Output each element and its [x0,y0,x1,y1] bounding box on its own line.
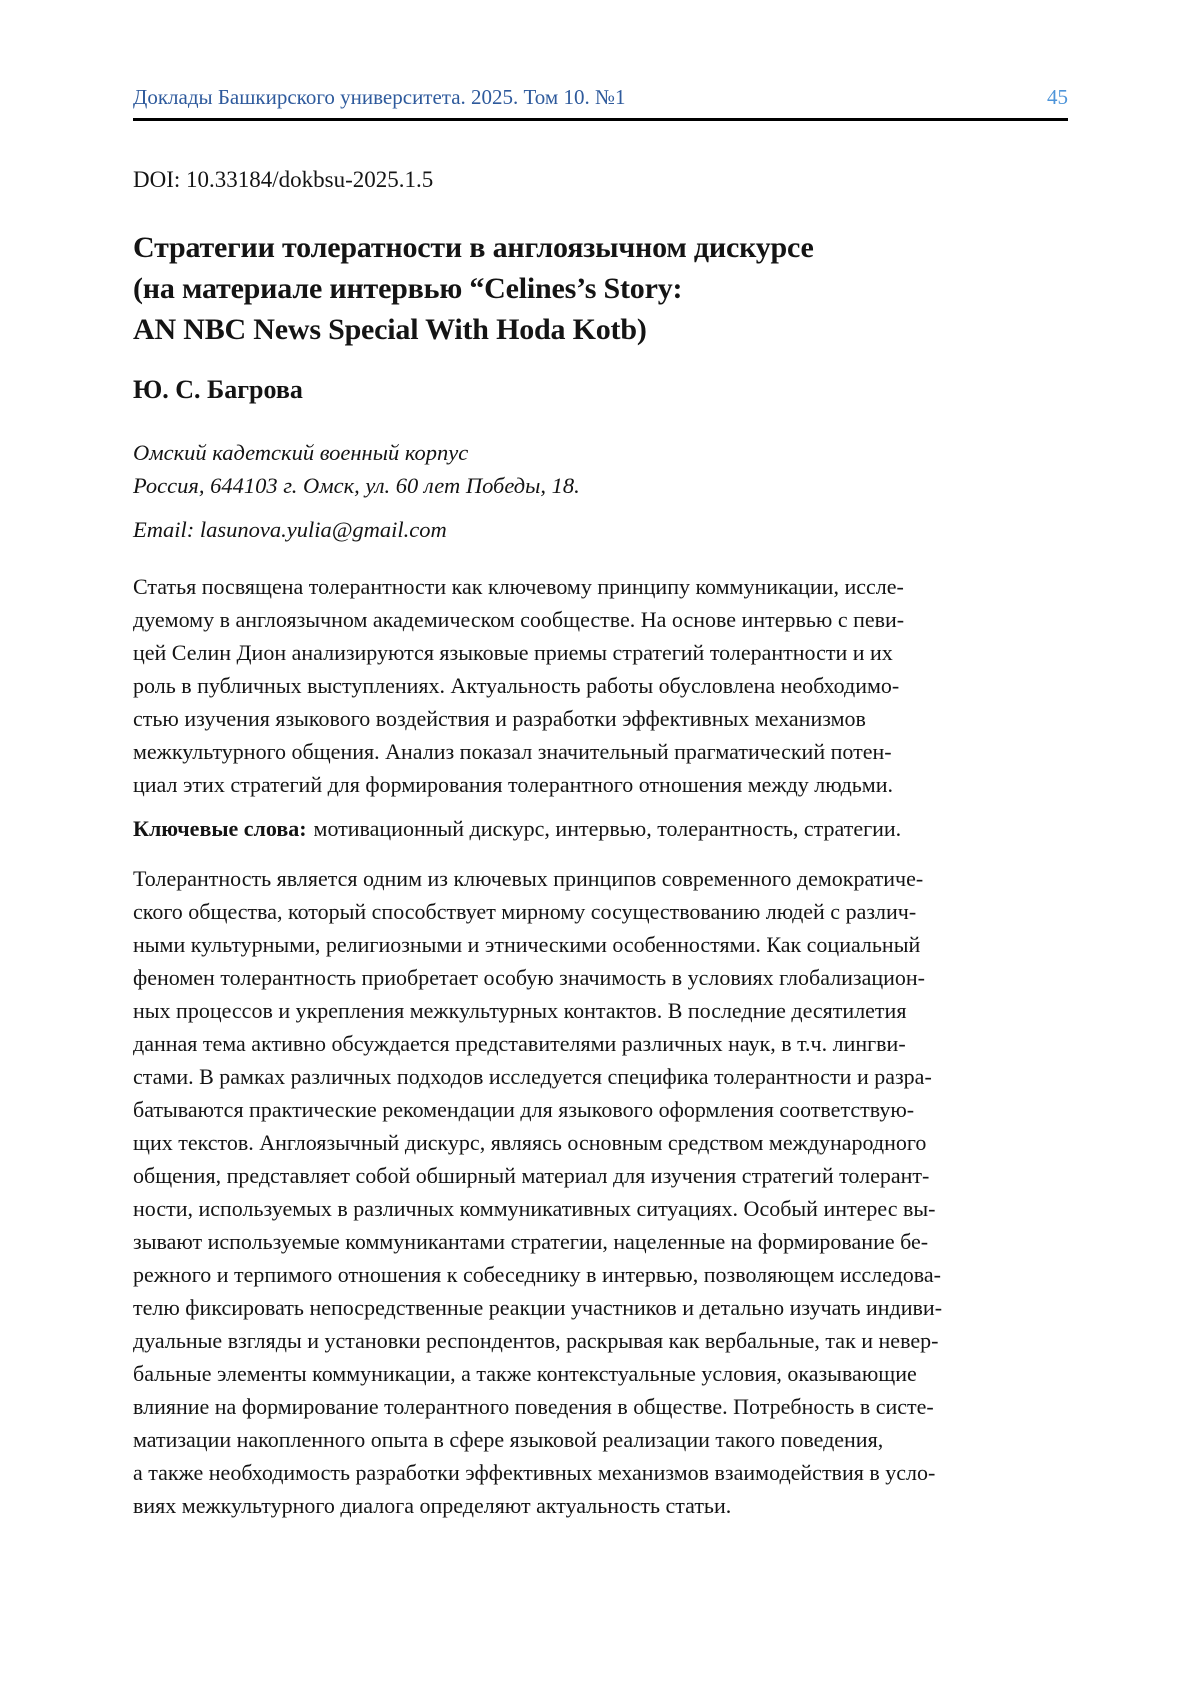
article-title: Стратегии толератности в англоязычном дискурсе (на материале интервью “Celines’s Story: AN NBC News Special With Hoda Kotb) [133,231,814,346]
page-number: 45 [1047,85,1068,109]
author-affiliation: Омский кадетский военный корпус Россия, 644103 г. Омск, ул. 60 лет Победы, 18. [133,440,580,498]
doi-line: DOI: 10.33184/dokbsu-2025.1.5 [133,167,434,192]
journal-title: Доклады Башкирского университета. 2025. Том 10. №1 [133,85,626,109]
running-head [133,0,1068,110]
keywords-text: мотивационный дискурс, интервью, толерантность, стратегии. [313,816,902,841]
abstract-paragraph: Статья посвящена толерантности как ключевому принципу коммуникации, иссле- дуемому в англоязычном академическом сообществе. На основе интервью с певи- цей Селин Дион анализируются языковые приемы стратегий толерантности и их роль в публичных выступлениях. Актуальность работы обусловлена необходимо- стью изучения языкового воздействия и разработки эффективных механизмов межкультурного общения. Анализ показал значительный прагматический потен- циал этих стратегий для формирования толерантного отношения между людьми. [133,574,905,797]
keywords-label: Ключевые слова: [133,816,307,841]
header-rule [133,118,1068,121]
body-paragraph: Толерантность является одним из ключевых принципов современного демократиче- ского общества, который способствует мирному сосуществованию людей с различ- ными культурными, религиозными и этническими особенностями. Как социальный феномен толерантность приобретает особую значимость в условиях глобализацион- ных процессов и укрепления межкультурных контактов. В последние десятилетия данная тема активно обсуждается представителями различных наук, в т.ч. лингви- стами. В рамках различных подходов исследуется специфика толерантности и разра- батываются практические рекомендации для языкового оформления соответствую- щих текстов. Англоязычный дискурс, являясь основным средством международного общения, представляет собой обширный материал для изучения стратегий толерант- ности, используемых в различных коммуникативных ситуациях. Особый интерес вы- зывают используемые коммуникантами стратегии, нацеленные на формирование бе- режного и терпимого отношения к собеседнику в интервью, позволяющем исследова- телю фиксировать непосредственные реакции участников и детально изучать индиви- дуальные взгляды и установки респондентов, раскрывая как вербальные, так и невер- бальные элементы коммуникации, а также контекстуальные условия, оказывающие влияние на формирование толерантного поведения в обществе. Потребность в систе- матизации накопленного опыта в сфере языковой реализации такого поведения, а также необходимость разработки эффективных механизмов взаимодействия в усло- виях межкультурного диалога определяют актуальность статьи. [133,866,943,1518]
author-email: Email: lasunova.yulia@gmail.com [133,517,447,542]
keywords-line [133,812,1068,845]
author-name: Ю. С. Багрова [133,375,303,404]
